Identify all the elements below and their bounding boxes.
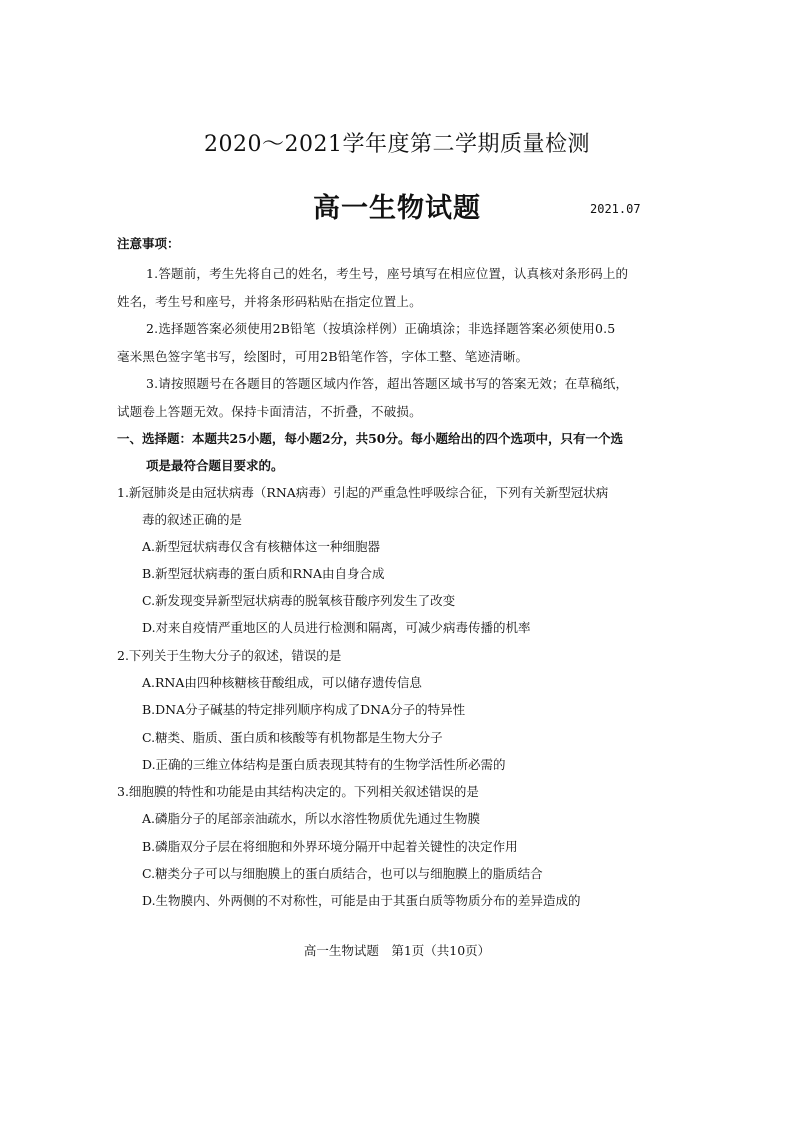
question-stem-cont: 毒的叙述正确的是 — [142, 512, 243, 527]
option-b: B.磷脂双分子层在将细胞和外界环境分隔开中起着关键性的决定作用 — [142, 839, 518, 854]
notice-line: 1.答题前，考生先将自己的姓名，考生号，座号填写在相应位置，认真核对条形码上的 — [146, 266, 629, 281]
notice-heading: 注意事项： — [117, 236, 180, 251]
option-a: A.新型冠状病毒仅含有核糖体这一种细胞器 — [142, 539, 381, 554]
option-c: C.新发现变异新型冠状病毒的脱氧核苷酸序列发生了改变 — [142, 593, 456, 608]
subject-title: 高一生物试题 — [313, 193, 481, 224]
option-a: A.磷脂分子的尾部亲油疏水，所以水溶性物质优先通过生物膜 — [142, 811, 481, 826]
notice-line: 2.选择题答案必须使用2B铅笔（按填涂样例）正确填涂；非选择题答案必须使用0.5 — [146, 321, 616, 336]
option-d: D.对来自疫情严重地区的人员进行检测和隔离，可减少病毒传播的机率 — [142, 620, 531, 635]
notice-line: 3.请按照题号在各题目的答题区域内作答，超出答题区域书写的答案无效；在草稿纸， — [146, 376, 629, 391]
notice-line: 试题卷上答题无效。保持卡面清洁，不折叠，不破损。 — [117, 404, 422, 419]
option-b: B.新型冠状病毒的蛋白质和RNA由自身合成 — [142, 566, 385, 581]
option-a: A.RNA由四种核糖核苷酸组成，可以储存遗传信息 — [142, 675, 422, 690]
option-d: D.生物膜内、外两侧的不对称性，可能是由于其蛋白质等物质分布的差异造成的 — [142, 893, 581, 908]
option-c: C.糖类分子可以与细胞膜上的蛋白质结合，也可以与细胞膜上的脂质结合 — [142, 866, 543, 881]
question-stem: 1.新冠肺炎是由冠状病毒（RNA病毒）引起的严重急性呼吸综合征，下列有关新型冠状病 — [117, 485, 609, 500]
option-c: C.糖类、脂质、蛋白质和核酸等有机物都是生物大分子 — [142, 730, 443, 745]
section-heading: 一、选择题：本题共25小题，每小题2分，共50分。每小题给出的四个选项中，只有一个选 — [117, 431, 623, 446]
exam-date: 2021.07 — [590, 202, 641, 216]
page-footer: 高一生物试题 第1页（共10页） — [303, 943, 491, 958]
option-b: B.DNA分子碱基的特定排列顺序构成了DNA分子的特异性 — [142, 702, 466, 717]
question-stem: 3.细胞膜的特性和功能是由其结构决定的。下列相关叙述错误的是 — [117, 784, 479, 799]
option-d: D.正确的三维立体结构是蛋白质表现其特有的生物学活性所必需的 — [142, 757, 506, 772]
section-heading-cont: 项是最符合题目要求的。 — [146, 458, 284, 473]
question-stem: 2.下列关于生物大分子的叙述，错误的是 — [117, 648, 342, 663]
exam-title: 2020～2021学年度第二学期质量检测 — [204, 132, 590, 157]
notice-line: 姓名，考生号和座号，并将条形码粘贴在指定位置上。 — [117, 294, 422, 309]
notice-line: 毫米黑色签字笔书写，绘图时，可用2B铅笔作答，字体工整、笔迹清晰。 — [117, 349, 529, 364]
